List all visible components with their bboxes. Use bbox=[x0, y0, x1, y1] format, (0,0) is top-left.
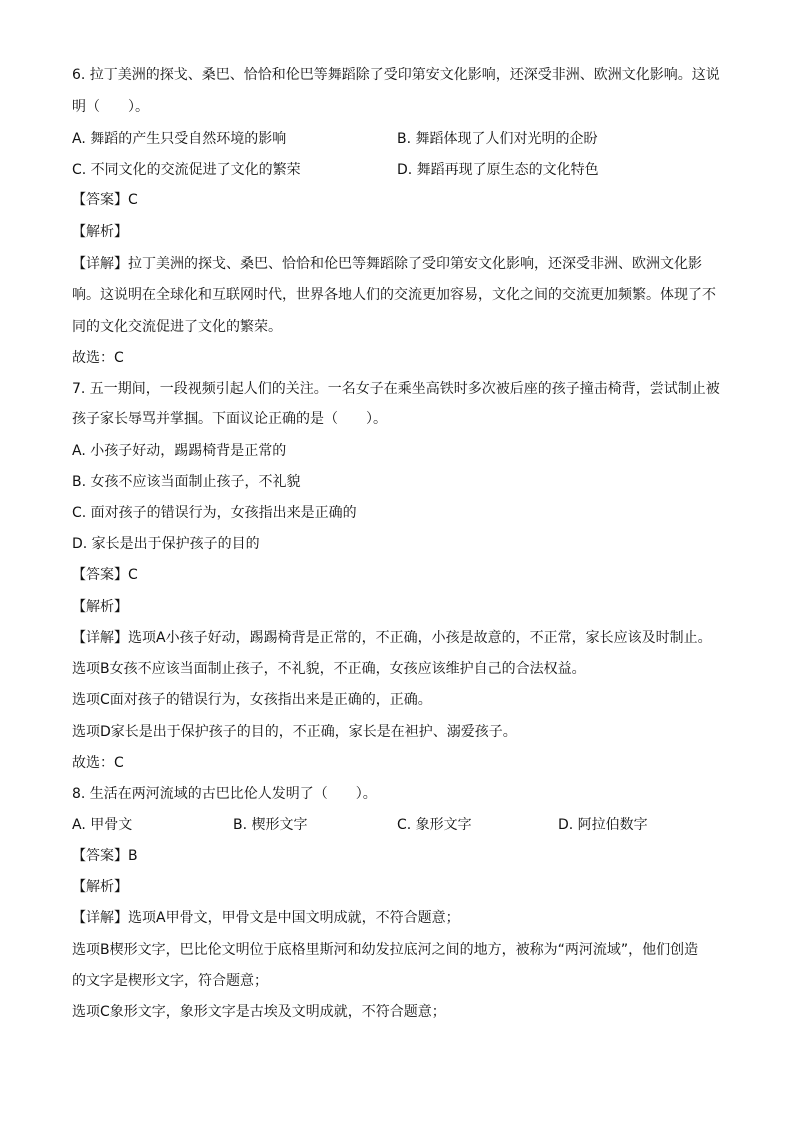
q6-choice: 故选：C bbox=[72, 350, 124, 366]
q6-detail-line1: 【详解】拉丁美洲的探戈、桑巴、恰恰和伦巴等舞蹈除了受印第安文化影响，还深受非洲、欧洲文化影 bbox=[72, 256, 702, 272]
q6-option-d: D. 舞蹈再现了原生态的文化特色 bbox=[397, 162, 599, 178]
q8-detail-line4: 选项C象形文字，象形文字是古埃及文明成就，不符合题意； bbox=[72, 1004, 446, 1020]
q6-stem-line2: 明（ ）。 bbox=[72, 99, 149, 115]
q6-answer: 【答案】C bbox=[72, 192, 138, 208]
q8-detail-line2: 选项B楔形文字，巴比伦文明位于底格里斯河和幼发拉底河之间的地方，被称为“两河流域”，他们创造 bbox=[72, 942, 699, 958]
q8-option-c: C. 象形文字 bbox=[397, 817, 472, 833]
q7-analysis: 【解析】 bbox=[72, 599, 128, 615]
q8-answer: 【答案】B bbox=[72, 848, 138, 864]
q7-option-c: C. 面对孩子的错误行为，女孩指出来是正确的 bbox=[72, 505, 357, 521]
q7-detail-line4: 选项D家长是出于保护孩子的目的，不正确，家长是在袒护、溺爱孩子。 bbox=[72, 724, 517, 740]
q7-choice: 故选：C bbox=[72, 755, 124, 771]
q8-option-a: A. 甲骨文 bbox=[72, 817, 133, 833]
q7-option-d: D. 家长是出于保护孩子的目的 bbox=[72, 536, 260, 552]
q7-option-b: B. 女孩不应该当面制止孩子，不礼貌 bbox=[72, 474, 301, 490]
q8-option-b: B. 楔形文字 bbox=[233, 817, 308, 833]
q7-detail-line1: 【详解】选项A小孩子好动，踢踢椅背是正常的，不正确，小孩是故意的，不正常，家长应该及时制止。 bbox=[72, 630, 712, 646]
q7-stem-line1: 7. 五一期间，一段视频引起人们的关注。一名女子在乘坐高铁时多次被后座的孩子撞击椅背，尝试制止被 bbox=[72, 381, 720, 397]
q8-option-d: D. 阿拉伯数字 bbox=[558, 817, 648, 833]
q8-detail-line3: 的文字是楔形文字，符合题意； bbox=[72, 973, 268, 989]
q6-stem-line1: 6. 拉丁美洲的探戈、桑巴、恰恰和伦巴等舞蹈除了受印第安文化影响，还深受非洲、欧洲文化影响。这说 bbox=[72, 67, 720, 83]
q7-stem-line2: 孩子家长辱骂并掌掴。下面议论正确的是（ ）。 bbox=[72, 411, 387, 427]
q7-answer: 【答案】C bbox=[72, 567, 138, 583]
q6-option-a: A. 舞蹈的产生只受自然环境的影响 bbox=[72, 131, 287, 147]
q8-analysis: 【解析】 bbox=[72, 879, 128, 895]
q6-option-b: B. 舞蹈体现了人们对光明的企盼 bbox=[397, 131, 598, 147]
q7-detail-line2: 选项B女孩不应该当面制止孩子，不礼貌，不正确，女孩应该维护自己的合法权益。 bbox=[72, 661, 586, 677]
q6-analysis: 【解析】 bbox=[72, 224, 128, 240]
q8-detail-line1: 【详解】选项A甲骨文，甲骨文是中国文明成就，不符合题意； bbox=[72, 910, 460, 926]
q7-option-a: A. 小孩子好动，踢踢椅背是正常的 bbox=[72, 443, 287, 459]
q6-detail-line2: 响。这说明在全球化和互联网时代，世界各地人们的交流更加容易，文化之间的交流更加频繁。体现了不 bbox=[72, 287, 716, 303]
q8-stem-line1: 8. 生活在两河流域的古巴比伦人发明了（ ）。 bbox=[72, 786, 377, 802]
q6-option-c: C. 不同文化的交流促进了文化的繁荣 bbox=[72, 162, 301, 178]
q6-detail-line3: 同的文化交流促进了文化的繁荣。 bbox=[72, 319, 282, 335]
q7-detail-line3: 选项C面对孩子的错误行为，女孩指出来是正确的，正确。 bbox=[72, 692, 432, 708]
